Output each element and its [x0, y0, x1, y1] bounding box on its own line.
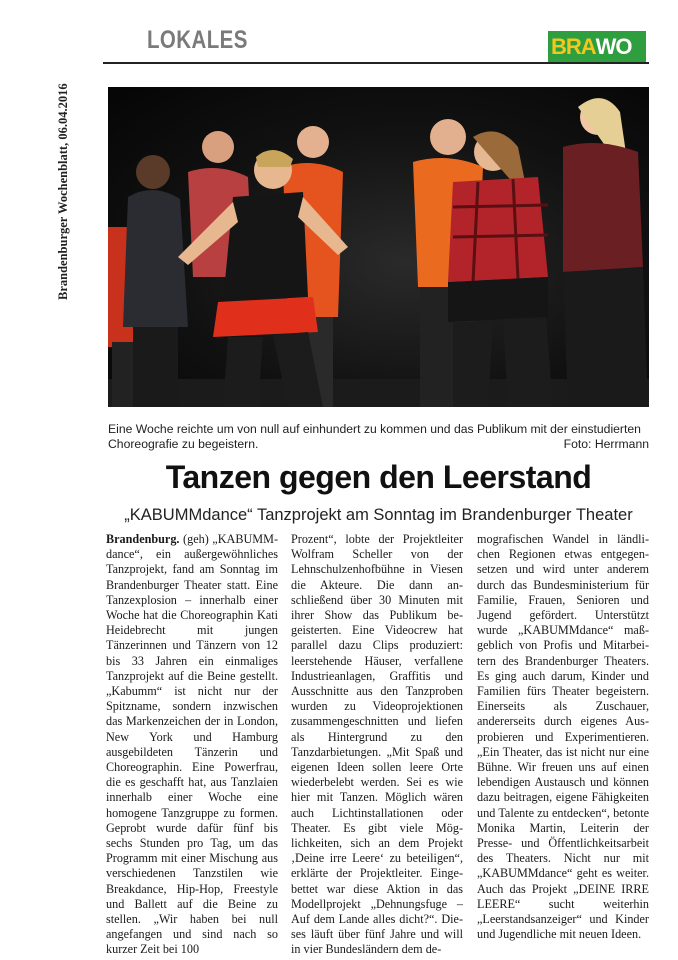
- article-headline: Tanzen gegen den Leerstand: [165, 459, 592, 495]
- brawo-logo: [548, 31, 646, 62]
- photo-caption: [108, 422, 649, 452]
- column-1-text: (geh) „KABUMMdance“, ein außergewöhnliches Tanzprojekt, fand am Sonntag im Brandenburger Theater statt. Eine Tanzexplosion – innerhalb einer Woche hat die Choreographin Kati Heidebrecht mit jungen Tänzerinnen und Tänzern von 12 bis 33 Jahren ein einmaliges Tanzprojekt auf die Beine gestellt. „Kabumm“ ist nicht nur der Spitzname, sondern inzwischen das Markenzeichen der in London, New York und Hamburg ausgebildeten Tänzerin und Choreographin. Eine Powerfrau, die es geschafft hat, aus Tanzlaien innerhalb einer Woche eine homogene Tanzgruppe zu formen. Geprobt wurde dafür fünf bis sechs Stunden pro Tag, um das Programm mit einer Mischung aus verschiedenen Tanzstilen wie Breakdance, Hip-Hop, Freestyle und Ballett auf die Beine zu stellen. „Wir haben bei null angefangen und sind nach so kurzer Zeit bei 100: [106, 532, 278, 957]
- logo-part-1: BRA: [551, 33, 596, 59]
- dateline: Brandenburg.: [106, 532, 180, 546]
- header-rule: [103, 62, 649, 64]
- dance-photo-illustration: [108, 87, 649, 407]
- article-column-1: [106, 532, 278, 958]
- section-title: LOKALES: [147, 26, 248, 54]
- article-column-3: [477, 532, 649, 942]
- dance-photo: [108, 87, 649, 407]
- column-2-text: Prozent“, lobte der Projektleiter Wolfram Scheller von der Lehnschulzenhofbühne in Viesen die Akteure. Die dann anschließend über 30 Minuten mit ihrer Show das Publikum begeisterten. Eine Videocrew hat parallel dazu Clips produziert: leerstehende Häuser, verfallene Industrieanlagen, Graffitis und Ausschnitte aus den Tanzproben wurden zu Videoprojektionen zusammengeschnitten und liefen als Hintergrund zu den Tanzdarbietungen. „Mit Spaß und eigenen Ideen sollen leere Orte wiederbelebt werden. Sei es wie hier mit Tanzen. Möglich wären auch Lichtinstallationen oder Theater. Es gibt viele Möglichkeiten, sich an dem Projekt ‚Deine irre Leere‘ zu beteiligen“, erklärte der Projektleiter. Eingebettet war diese Aktion in das Modellprojekt „Dehnungsfuge – Auf dem Lande alles dicht?“. Dieses läuft über fünf Jahre und will in vier Bundesländern dem de-: [291, 532, 463, 957]
- article-subheadline: „KABUMMdance“ Tanzprojekt am Sonntag im Brandenburger Theater: [124, 506, 633, 524]
- logo-part-2: WO: [595, 33, 632, 59]
- photo-credit: Foto: Herrmann: [563, 437, 649, 451]
- caption-text: Eine Woche reichte um von null auf einhundert zu kommen und das Publikum mit der einstudierten Choreografie zu begeistern.: [108, 422, 641, 451]
- publication-source: Brandenburger Wochenblatt, 06.04.2016: [56, 83, 70, 300]
- column-3-text: mografischen Wandel in ländlichen Regionen etwas entgegensetzen und wird unter anderem durch das Bundesministerium für Familie, Frauen, Senioren und Jugend gefördert. Unterstützt wurde „KABUMMdance“ maßgeblich von Profis und Mitarbeitern des Brandenburger Theaters. Es ging auch darum, Kinder und Familien fürs Theater begeistern. Einerseits als Zuschauer, andererseits durch eigenes Ausprobieren und Experimentieren. „Ein Theater, das ist nicht nur eine Bühne. Wir freuen uns auf einen lebendigen Austausch und können dazu beitragen, eigene Fähigkeiten und Talente zu entdecken“, betonte Monika Martin, Leiterin der Presse- und Öffentlichkeitsarbeit des Theaters. Nicht nur mit „KABUMMdance“ geht es weiter. Auch das Projekt „DEINE IRRE LEERE“ sucht weiterhin „Leerstandsanzeiger“ und Kinder und Jugendliche mit neuen Ideen.: [477, 532, 649, 942]
- article-column-2: [291, 532, 463, 958]
